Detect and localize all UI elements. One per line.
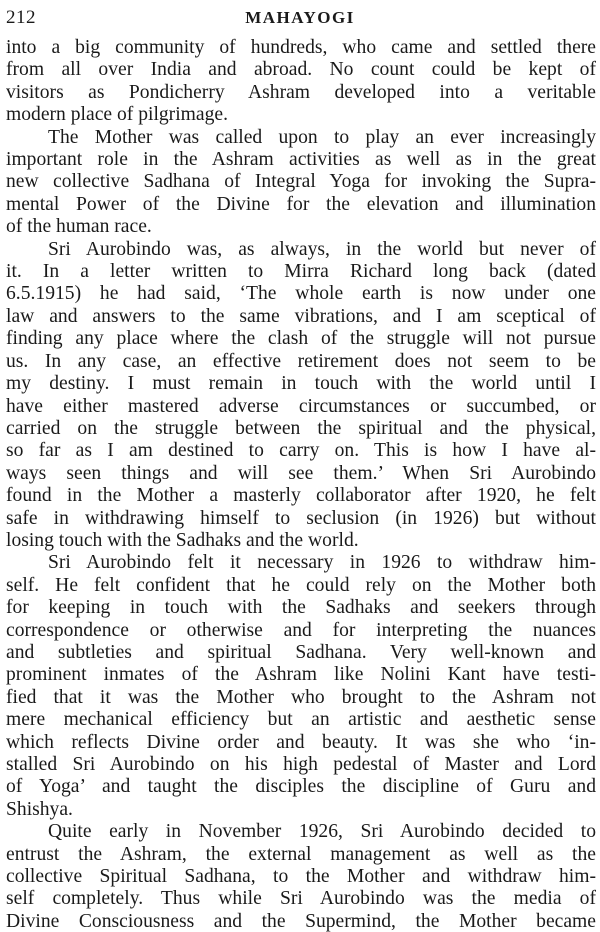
text-line: from all over India and abroad. No count could be kept of [6, 59, 596, 81]
text-line: my destiny. I must remain in touch with the world until I [6, 373, 596, 395]
text-line: visitors as Pondicherry Ashram developed into a veritable [6, 81, 596, 103]
text-line: self. He felt confident that he could rely on the Mother both [6, 574, 596, 596]
text-line: mere mechanical efficiency but an artistic and aesthetic sense [6, 709, 596, 731]
text-line: fied that it was the Mother who brought to the Ashram not [6, 686, 596, 708]
paragraph [6, 552, 596, 821]
text-line: 6.5.1915) he had said, ‘The whole earth is now under one [6, 283, 596, 305]
text-line: law and answers to the same vibrations, and I am sceptical of [6, 305, 596, 327]
text-line: stalled Sri Aurobindo on his high pedestal of Master and Lord [6, 754, 596, 775]
page-number: 212 [6, 7, 36, 28]
text-line: The Mother was called upon to play an ever increasingly [48, 126, 596, 148]
text-line: for keeping in touch with the Sadhaks and seekers through [6, 597, 596, 619]
text-line: Sri Aurobindo felt it necessary in 1926 to withdraw him- [48, 552, 596, 574]
text-line: carried on the struggle between the spiritual and the physical, [6, 417, 596, 439]
text-line: important role in the Ashram activities as well as in the great [6, 149, 596, 171]
text-line: of Yoga’ and taught the disciples the discipline of Guru and [6, 776, 596, 798]
text-line: Quite early in November 1926, Sri Aurobindo decided to [48, 821, 596, 843]
text-line: safe in withdrawing himself to seclusion (in 1926) but without [6, 507, 596, 529]
paragraph [6, 127, 596, 239]
text-line: self completely. Thus while Sri Aurobindo was the media of [6, 888, 596, 910]
text-line: mental Power of the Divine for the elevation and illumination [6, 193, 596, 215]
paragraph [6, 239, 596, 553]
text-line: Sri Aurobindo was, as always, in the world but never of [48, 238, 596, 260]
text-line: ways seen things and will see them.’ When Sri Aurobindo [6, 462, 596, 484]
text-line: into a big community of hundreds, who came and settled there [6, 37, 596, 58]
text-line: losing touch with the Sadhaks and the world. [6, 529, 359, 551]
text-line: it. In a letter written to Mirra Richard long back (dated [6, 261, 596, 283]
running-head [6, 5, 594, 31]
text-line: found in the Mother a masterly collaborator after 1920, he felt [6, 485, 596, 507]
text-line: have either mastered adverse circumstances or succumbed, or [6, 395, 596, 417]
text-line: collective Spiritual Sadhana, to the Mother and withdraw him- [6, 866, 596, 888]
text-line: Divine Consciousness and the Supermind, the Mother became [6, 910, 596, 932]
text-line: and subtleties and spiritual Sadhana. Very well-known and [6, 641, 596, 663]
text-line: prominent inmates of the Ashram like Nolini Kant have testi- [6, 664, 596, 686]
text-line: of the human race. [6, 216, 152, 238]
text-line: finding any place where the clash of the struggle will not pursue [6, 328, 596, 350]
paragraph [6, 37, 596, 127]
body-text [6, 37, 596, 932]
text-line: correspondence or otherwise and for interpreting the nuances [6, 619, 596, 641]
paragraph [6, 821, 596, 932]
text-line: Shishya. [6, 798, 73, 820]
text-line: new collective Sadhana of Integral Yoga for invoking the Supra- [6, 171, 596, 193]
text-line: entrust the Ashram, the external management as well as the [6, 843, 596, 865]
text-line: us. In any case, an effective retirement does not seem to be [6, 350, 596, 372]
text-line: so far as I am destined to carry on. This is how I have al- [6, 440, 596, 462]
text-line: which reflects Divine order and beauty. It was she who ‘in- [6, 731, 596, 753]
running-title: MAHAYOGI [245, 8, 355, 27]
text-line: modern place of pilgrimage. [6, 104, 228, 126]
